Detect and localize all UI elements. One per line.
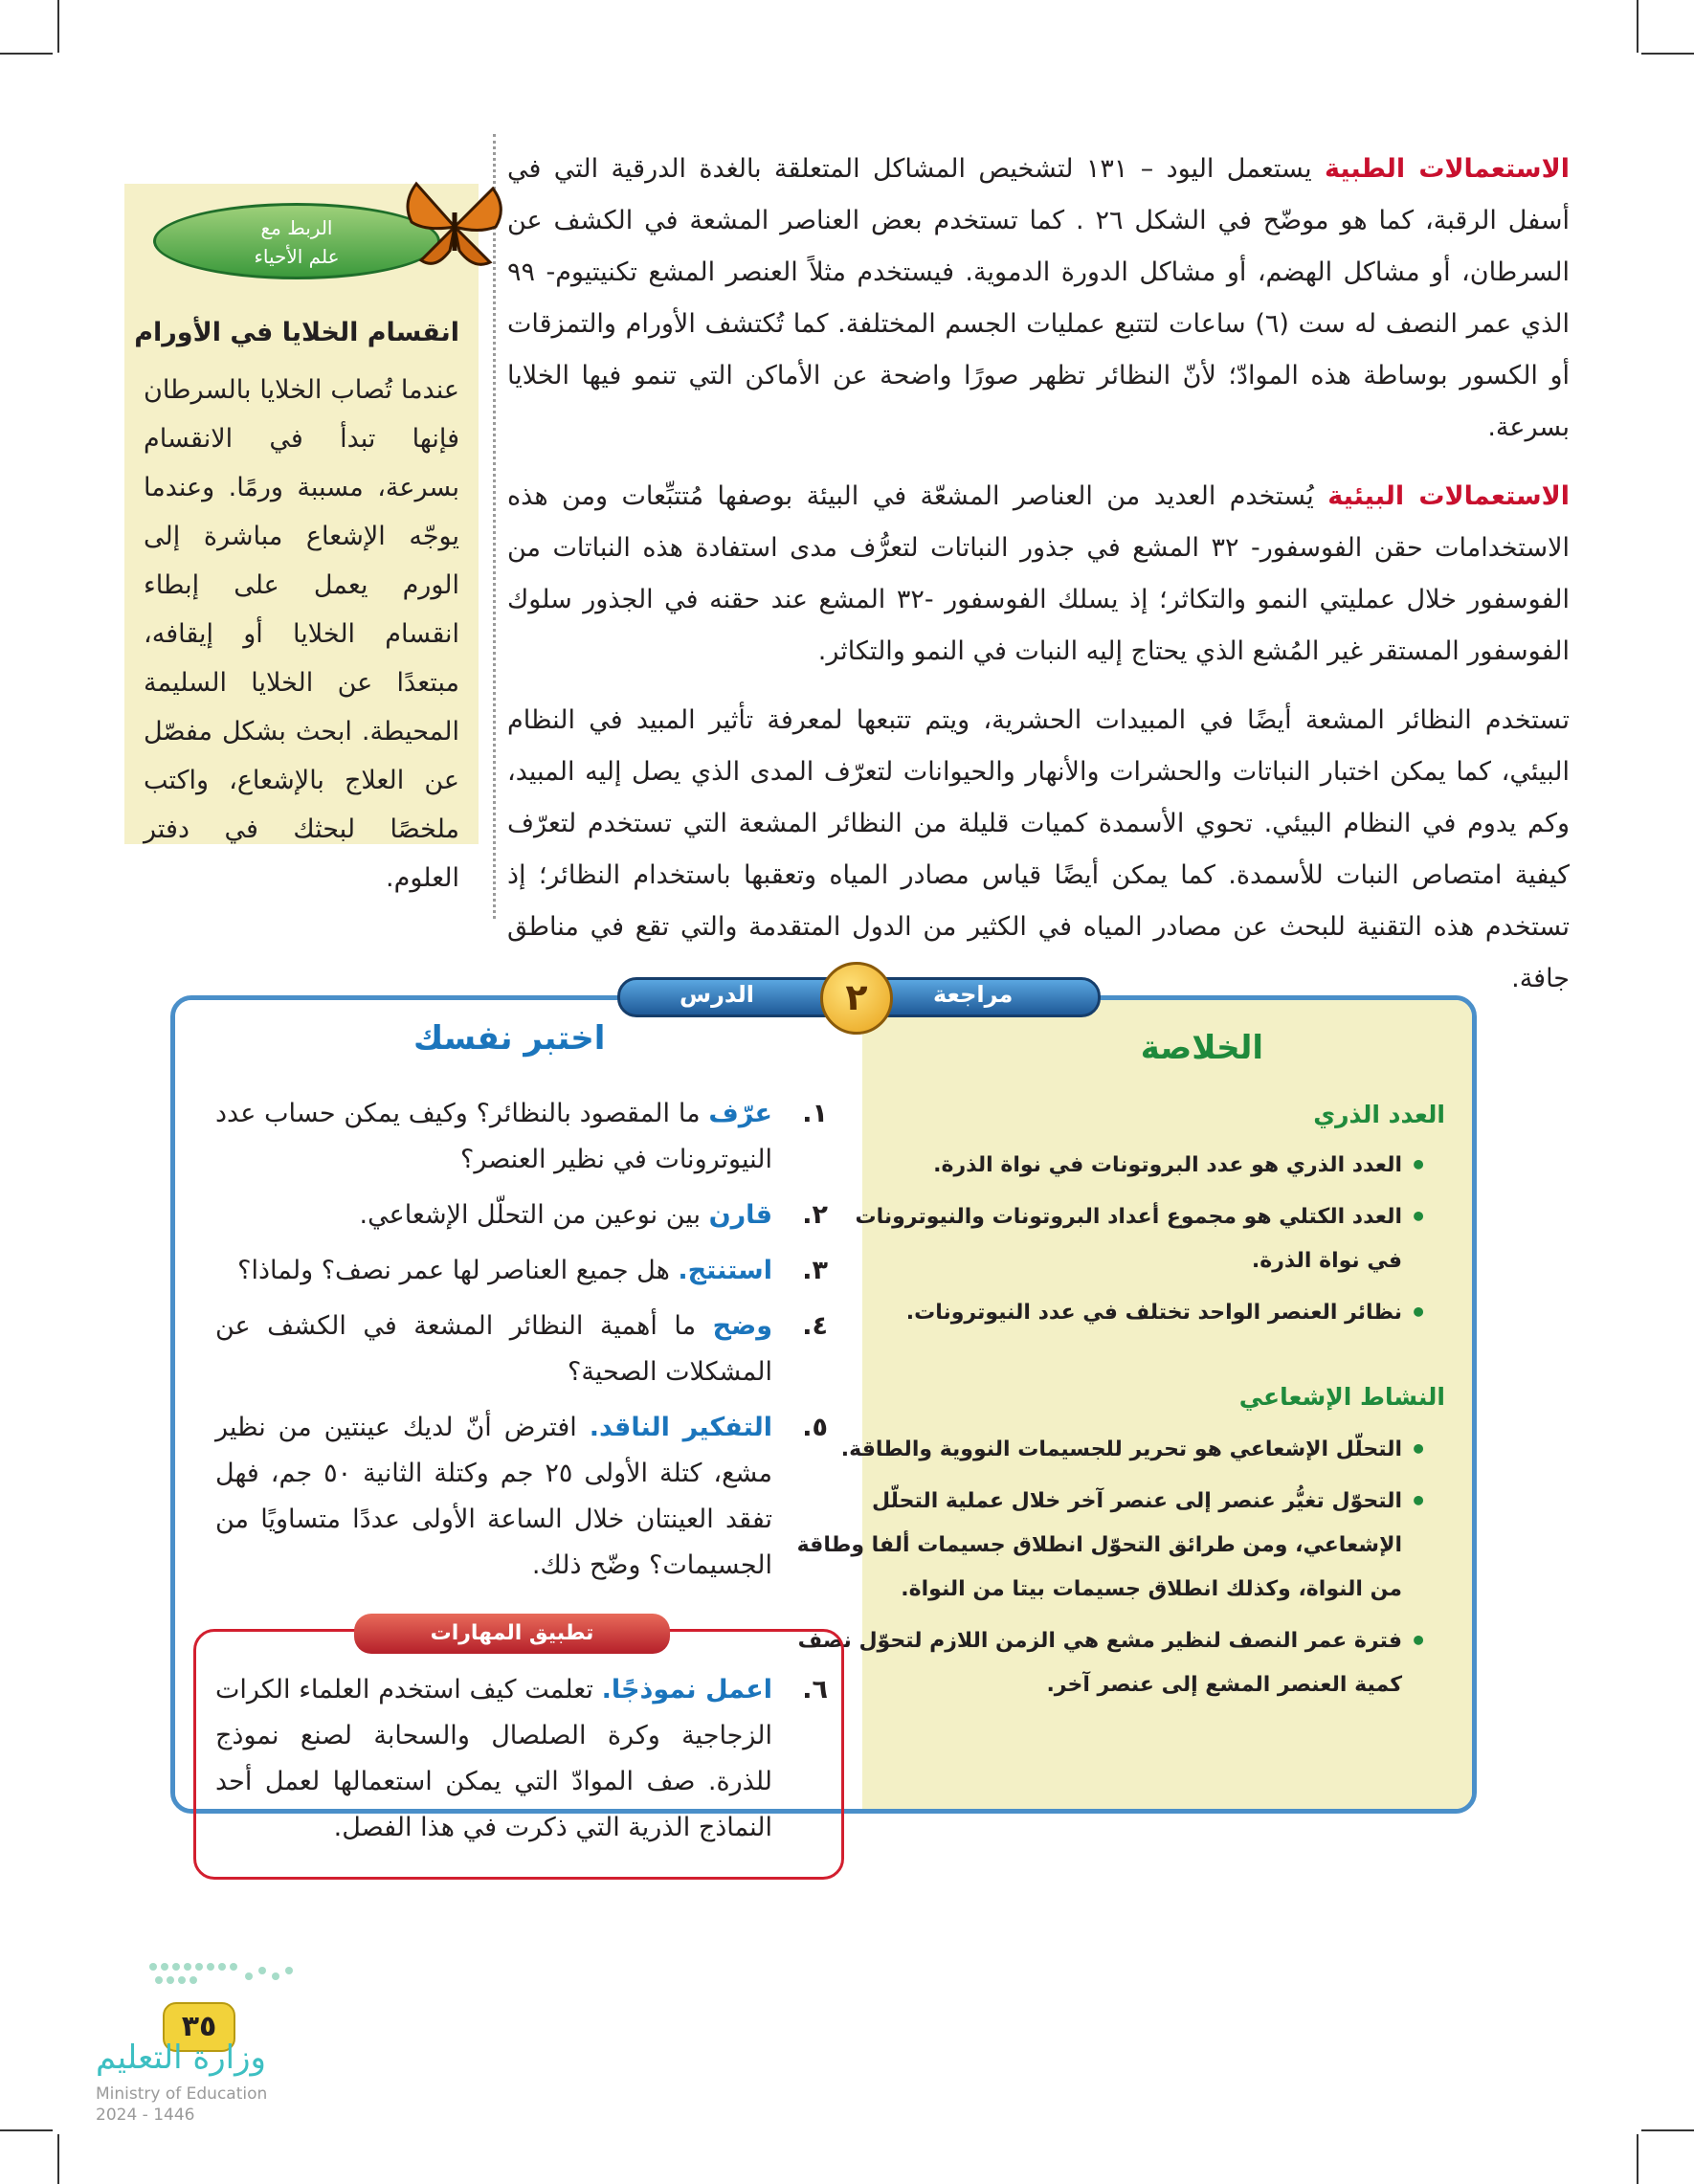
- question-item: [215, 1304, 828, 1395]
- summary-item: • التحلّل الإشعاعي هو تحرير للجسيمات النووية والطاقة.: [770, 1428, 1431, 1472]
- question-keyword: استنتج.: [678, 1256, 772, 1285]
- question-number: ١.: [802, 1099, 828, 1128]
- butterfly-icon: [402, 174, 507, 279]
- badge-line-1: الربط مع: [260, 216, 333, 239]
- radioactivity-list: [770, 1428, 1431, 1715]
- lesson-review-banner: [617, 962, 1101, 1033]
- skill-question-list: [215, 1667, 828, 1861]
- medical-uses-heading: الاستعمالات الطبية: [1325, 154, 1570, 184]
- biology-connection-badge: [153, 203, 440, 279]
- environmental-uses-text: يُستخدم العديد من العناصر المشعّة في البيئة بوصفها مُتتبِّعات ومن هذه الاستخدامات حقن الفوسفور- ٣٢ المشع في جذور النباتات لتعرُّف مدى استفادة هذه النباتات من الفوسفور خلال عمليتي النمو والتكاثر؛ إذ يسلك الفوسفور -٣٢ المشع عند حقنه في الجذور سلوك الفوسفور المستقر غير المُشع الذي يحتاج إليه النبات في النمو والتكاثر.: [507, 481, 1570, 666]
- apply-skills-tab: تطبيق المهارات: [354, 1614, 670, 1654]
- question-text: تعلمت كيف استخدم العلماء الكرات الزجاجية وكرة الصلصال والسحابة لصنع نموذج للذرة. صف الموادّ التي يمكن استعمالها لعمل أحد النماذج الذرية التي ذكرت في هذا الفصل.: [215, 1675, 772, 1842]
- crop-mark: [1637, 0, 1638, 53]
- atomic-number-list: [837, 1144, 1431, 1343]
- summary-item: • نظائر العنصر الواحد تختلف في عدد النيوترونات.: [837, 1291, 1431, 1335]
- questions-list: [215, 1091, 828, 1598]
- question-item: [215, 1192, 828, 1238]
- main-text: [507, 144, 1570, 1022]
- question-keyword: اعمل نموذجًا.: [601, 1675, 772, 1705]
- lesson-number-badge: ٢: [820, 962, 893, 1035]
- question-item: [215, 1091, 828, 1183]
- ministry-logo-arabic: وزارة التعليم: [96, 2039, 266, 2077]
- paragraph-pesticides: تستخدم النظائر المشعة أيضًا في المبيدات الحشرية، ويتم تتبعها لمعرفة تأثير المبيد في النظام البيئي، كما يمكن اختبار النباتات والحشرات والأنهار والحيوانات لتعرّف المدى الذي يصل إليه المبيد، وكم يدوم في النظام البيئي. تحوي الأسمدة كميات قليلة من النظائر المشعة التي تستخدم لتعرّف كيفية امتصاص النبات للأسمدة. كما يمكن أيضًا قياس مصادر المياه وتعقبها باستخدام النظائر؛ إذ تستخدم هذه التقنية للبحث عن مصادر المياه في الكثير من الدول المتقدمة والتي تقع في مناطق جافة.: [507, 705, 1570, 993]
- question-number: ٥.: [802, 1413, 828, 1442]
- environmental-uses-heading: الاستعمالات البيئية: [1327, 481, 1570, 511]
- question-number: ٤.: [802, 1311, 828, 1341]
- sidebar-body: عندما تُصاب الخلايا بالسرطان فإنها تبدأ في الانقسام بسرعة، مسببة ورمًا. وعندما يوجّه الإشعاع مباشرة إلى الورم يعمل على إبطاء انقسام الخلايا أو إيقافه، مبتعدًا عن الخلايا السليمة المحيطة. ابحث بشكل مفصّل عن العلاج بالإشعاع، واكتب ملخصًا لبحثك في دفتر العلوم.: [144, 375, 459, 893]
- summary-item: • التحوّل تغيُّر عنصر إلى عنصر آخر خلال عملية التحلّل الإشعاعي، ومن طرائق التحوّل انطلاق جسيمات ألفا وطاقة من النواة، وكذلك انطلاق جسيمات بيتا من النواة.: [770, 1480, 1431, 1612]
- paragraph-medical: [507, 144, 1570, 454]
- crop-mark: [0, 2129, 53, 2131]
- question-item: [215, 1405, 828, 1589]
- crop-mark: [1641, 2129, 1694, 2131]
- radioactivity-heading: النشاط الإشعاعي: [1238, 1383, 1445, 1411]
- question-number: ٢.: [802, 1200, 828, 1230]
- page-number: ٣٥: [163, 2002, 235, 2052]
- atomic-number-heading: العدد الذري: [1313, 1101, 1445, 1128]
- summary-title: الخلاصة: [1140, 1029, 1263, 1067]
- question-text: هل جميع العناصر لها عمر نصف؟ ولماذا؟: [237, 1256, 670, 1285]
- question-number: ٦.: [802, 1675, 828, 1705]
- question-text: افترض أنّ لديك عينتين من نظير مشع، كتلة الأولى ٢٥ جم وكتلة الثانية ٥٠ جم، فهل تفقد العينتان خلال الساعة الأولى عددًا متساويًا من الجسيمات؟ وضّح ذلك.: [215, 1413, 773, 1580]
- biology-connection-sidebar: [124, 184, 479, 893]
- question-item: [215, 1248, 828, 1294]
- crop-mark: [1641, 53, 1694, 55]
- summary-item: • العدد الكتلي هو مجموع أعداد البروتونات والنيوترونات في نواة الذرة.: [837, 1195, 1431, 1283]
- sidebar-title: انقسام الخلايا في الأورام: [134, 318, 459, 347]
- question-keyword: التفكير الناقد.: [589, 1413, 772, 1442]
- banner-review-label: مراجعة: [933, 981, 1014, 1008]
- question-text: ما أهمية النظائر المشعة في الكشف عن المشكلات الصحية؟: [215, 1311, 772, 1387]
- medical-uses-text: يستعمل اليود – ١٣١ لتشخيص المشاكل المتعلقة بالغدة الدرقية التي في أسفل الرقبة، كما هو موضّح في الشكل ٢٦ . كما تستخدم بعض العناصر المشعة في الكشف عن السرطان، أو مشاكل الهضم، أو مشاكل الدورة الدموية. فيستخدم مثلاً العنصر المشع تكنيتيوم- ٩٩ الذي عمر النصف له ست (٦) ساعات لتتبع عمليات الجسم المختلفة. كما تُكتشف الأورام والتمزقات أو الكسور بوساطة هذه الموادّ؛ لأنّ النظائر تظهر صورًا واضحة عن الأماكن التي تنمو فيها الخلايا بسرعة.: [507, 154, 1570, 442]
- question-keyword: عرّف: [708, 1099, 772, 1128]
- question-keyword: وضح: [712, 1311, 772, 1341]
- crop-mark: [0, 53, 53, 55]
- question-item: [215, 1667, 828, 1851]
- summary-item: • العدد الذري هو عدد البروتونات في نواة الذرة.: [837, 1144, 1431, 1188]
- summary-item: • فترة عمر النصف لنظير مشع هي الزمن اللازم لتحوّل نصف كمية العنصر المشع إلى عنصر آخر.: [770, 1619, 1431, 1707]
- crop-mark: [57, 2134, 59, 2184]
- ministry-logo-english: Ministry of Education: [96, 2084, 268, 2104]
- crop-mark: [57, 0, 59, 53]
- paragraph-environmental: [507, 471, 1570, 678]
- ministry-logo-dots: [144, 1957, 335, 1995]
- ministry-logo-year: 2024 - 1446: [96, 2106, 195, 2125]
- badge-line-2: علم الأحياء: [254, 245, 340, 268]
- question-text: ما المقصود بالنظائر؟ وكيف يمكن حساب عدد النيوترونات في نظير العنصر؟: [215, 1099, 772, 1174]
- banner-lesson-label: الدرس: [680, 981, 755, 1008]
- question-number: ٣.: [802, 1256, 828, 1285]
- crop-mark: [1637, 2134, 1638, 2184]
- question-text: بين نوعين من التحلّل الإشعاعي.: [359, 1200, 701, 1230]
- test-yourself-title: اختبر نفسك: [413, 1019, 606, 1058]
- question-keyword: قارن: [708, 1200, 772, 1230]
